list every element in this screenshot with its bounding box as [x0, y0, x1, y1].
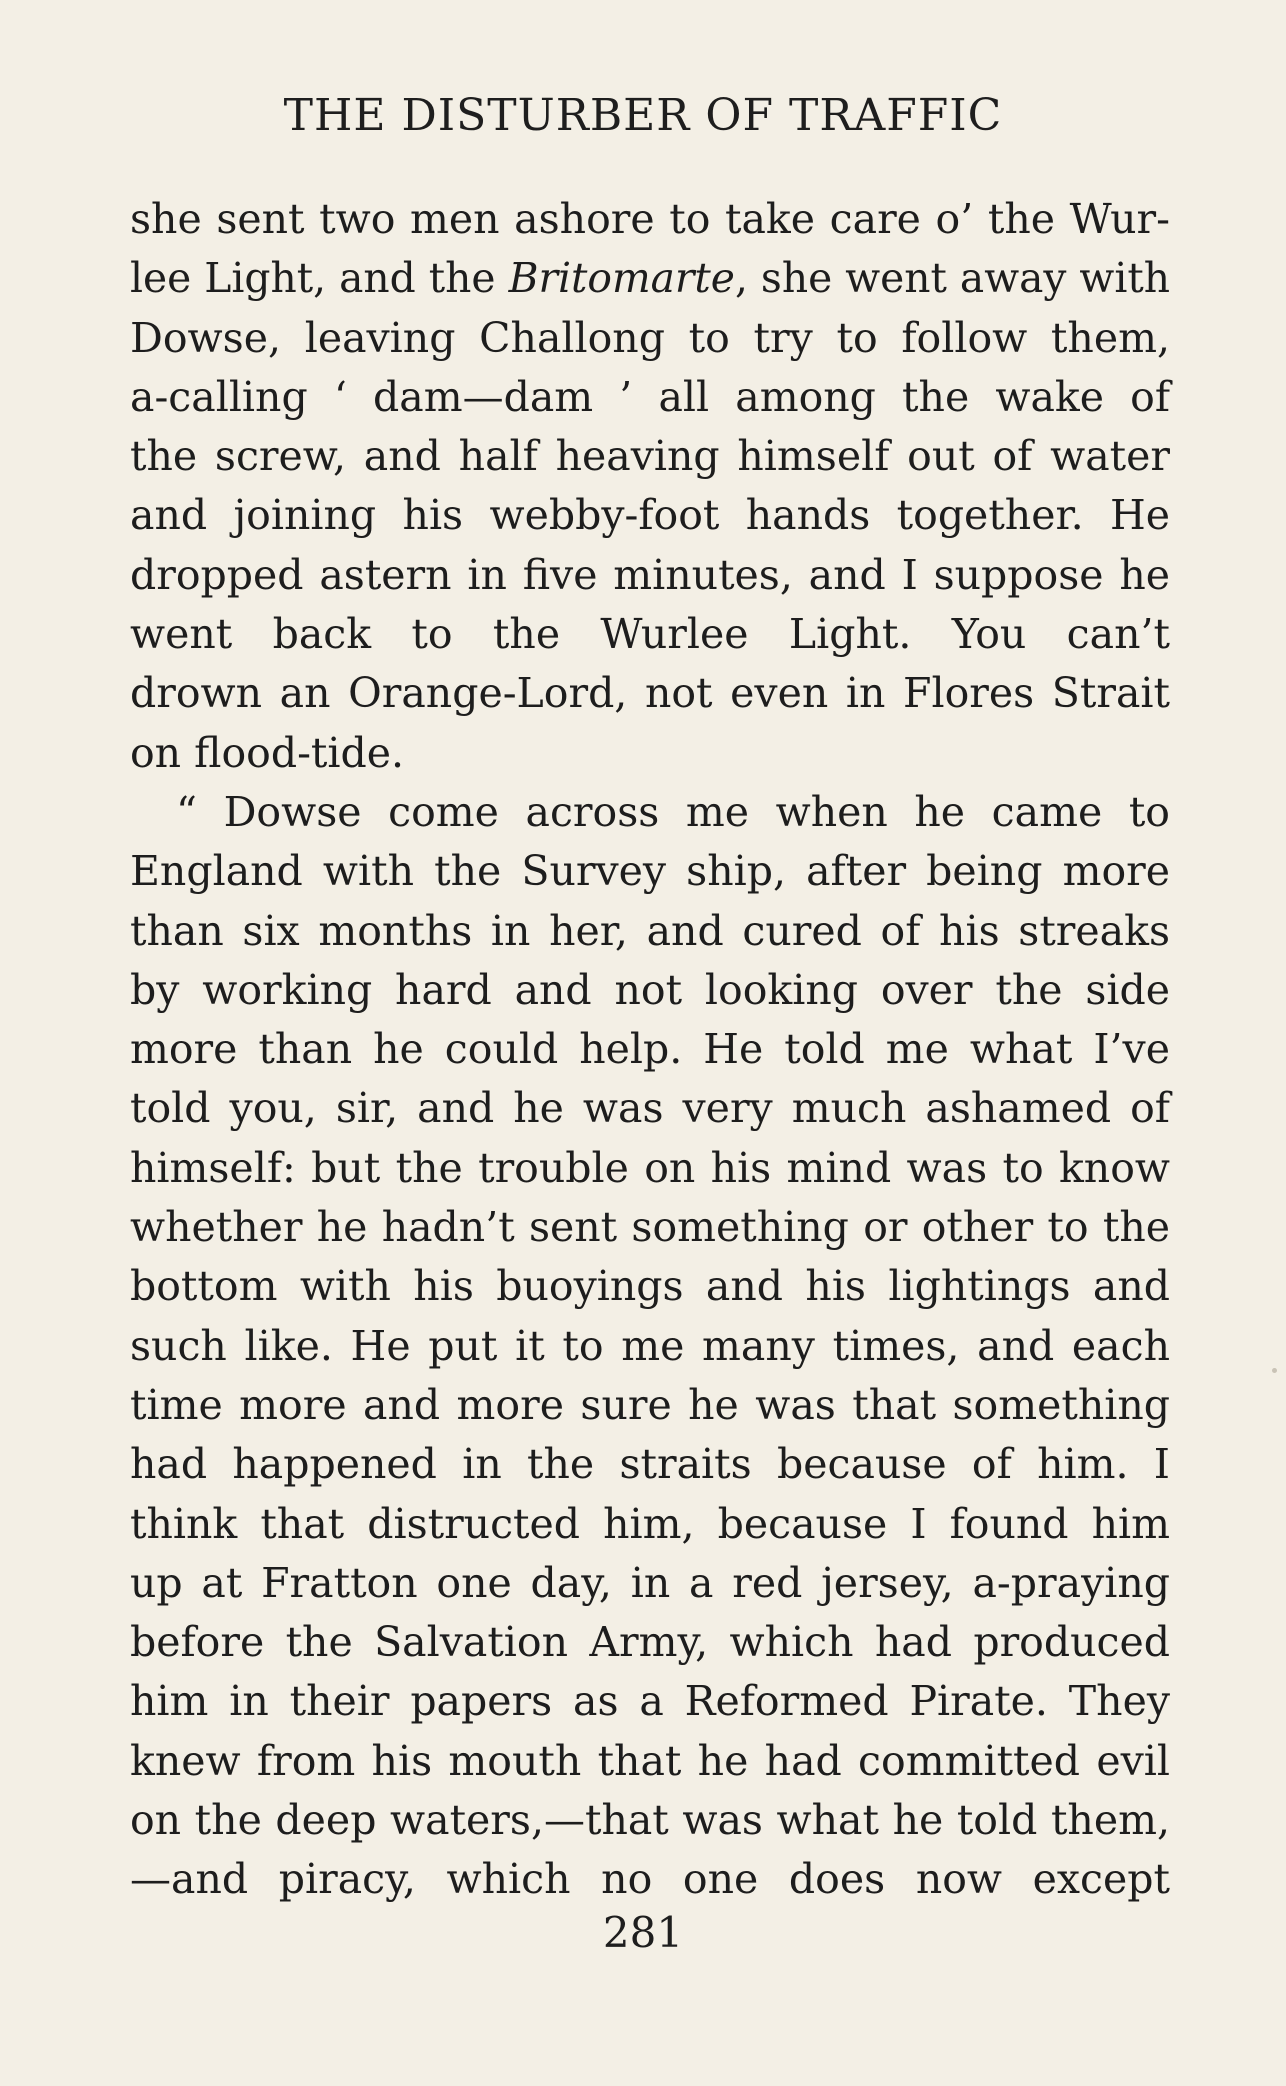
- running-head: THE DISTURBER OF TRAFFIC: [283, 90, 1003, 141]
- text-line: drown an Orange-Lord, not even in Flores Strait: [130, 669, 1170, 718]
- text-line: him in their papers as a Reformed Pirate. They: [130, 1677, 1170, 1726]
- text-line: by working hard and not looking over the side: [130, 965, 1170, 1014]
- text-line-with-italic: [130, 249, 1170, 308]
- text-line: think that distructed him, because I found him: [130, 1499, 1170, 1548]
- body-text: [130, 190, 1170, 1910]
- text-line: and joining his webby-foot hands together. He: [130, 491, 1170, 540]
- text-line: a-calling ‘ dam—dam ’ all among the wake of: [130, 372, 1170, 421]
- text-line: went back to the Wurlee Light. You can’t: [130, 610, 1170, 659]
- text-line: told you, sir, and he was very much ashamed of: [130, 1084, 1170, 1133]
- text-line: than six months in her, and cured of his streaks: [130, 906, 1170, 955]
- text-line: before the Salvation Army, which had produced: [130, 1618, 1170, 1667]
- page-number: 281: [602, 1908, 684, 1957]
- text-line: “ Dowse come across me when he came to: [176, 787, 1170, 836]
- paper-speck: [1272, 1368, 1277, 1373]
- text-line: —and piracy, which no one does now except: [130, 1855, 1170, 1904]
- text-line: up at Fratton one day, in a red jersey, a-praying: [130, 1558, 1170, 1607]
- text-line: such like. He put it to me many times, and each: [130, 1321, 1170, 1370]
- text-line: more than he could help. He told me what I’ve: [130, 1025, 1170, 1074]
- text-line: time more and more sure he was that something: [130, 1380, 1170, 1429]
- text-line: dropped astern in five minutes, and I suppose he: [130, 550, 1170, 599]
- text-line: bottom with his buoyings and his lightings and: [130, 1262, 1170, 1311]
- ship-name: Britomarte: [508, 254, 735, 303]
- text-line: the screw, and half heaving himself out of water: [130, 432, 1170, 481]
- text-line: whether he hadn’t sent something or other to the: [130, 1203, 1170, 1252]
- text-line: on flood-tide.: [130, 728, 405, 777]
- text-line: knew from his mouth that he had committed evil: [130, 1736, 1170, 1785]
- text-line: she sent two men ashore to take care o’ the Wur-: [130, 195, 1170, 243]
- text-line: himself: but the trouble on his mind was to know: [130, 1143, 1170, 1192]
- text-line: England with the Survey ship, after being more: [130, 847, 1170, 896]
- text-line: Dowse, leaving Challong to try to follow them,: [130, 313, 1170, 362]
- text-line: had happened in the straits because of him. I: [130, 1440, 1170, 1489]
- text-line-end: , she went away with: [734, 254, 1170, 303]
- text-line-start: lee Light, and the: [130, 254, 509, 303]
- text-line: on the deep waters,—that was what he told them,: [130, 1796, 1170, 1845]
